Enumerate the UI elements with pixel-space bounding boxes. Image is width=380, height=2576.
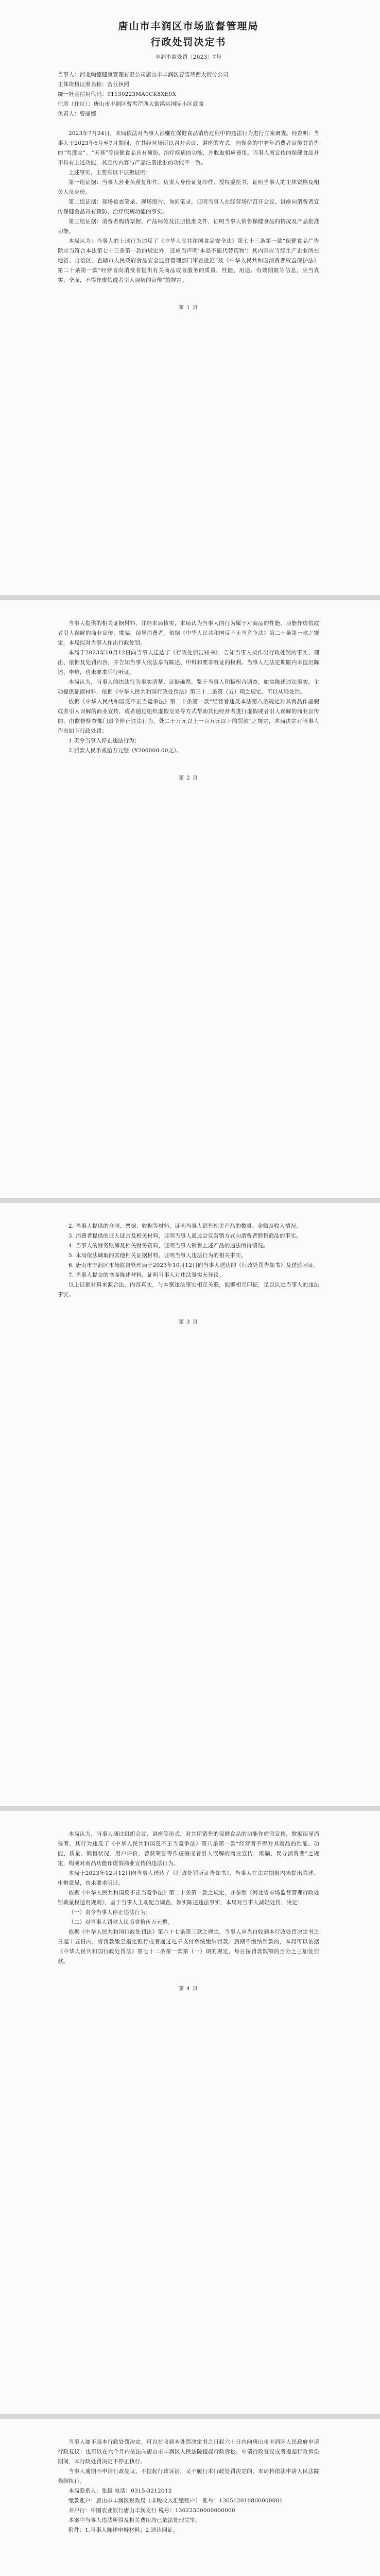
document-number: 丰润市监处罚〔2023〕7号 — [155, 55, 222, 60]
case-paragraph: 本局认为，当事人的违法行为事实清楚、证据确凿。鉴于当事人积极配合调查，如实陈述违法事实，主动提供证据材料，依据《中华人民共和国行政处罚法》第三十二条第（五）项之规定，可以从轻处罚。 — [58, 679, 319, 695]
penalty-item: （二）对当事人罚款人民币壹拾伍万元整。 — [68, 1919, 174, 1925]
document-page-1 — [0, 0, 380, 595]
case-paragraph: 1.责令当事人停止违法行为； — [68, 738, 140, 744]
case-paragraph: 2.罚款人民币贰拾万元整（¥200000.00元）。 — [68, 748, 182, 754]
penalty-item: （一）责令当事人停止违法行为； — [68, 1909, 151, 1916]
document-page-3 — [0, 1203, 380, 1806]
case-paragraph: 以上证据材料来源合法、内容真实，与本案违法事实相互关联，能够相互印证，足以认定当事人的违法事实。 — [58, 1282, 319, 1298]
case-paragraph: 第一组证据：当事人营业执照复印件、负责人身份证复印件、授权委托书，证明当事人的主体资格及相关人员身份。 — [58, 179, 319, 195]
case-paragraph: 当事人如不服本行政处罚决定，可以在收到本处罚决定书之日起六十日内向唐山市丰润区人民政府申请行政复议；也可以在六个月内依法向唐山市丰润区人民法院提起行政诉讼。申请行政复议或者提起行政诉讼期间，本行政处罚决定不停止执行。 — [58, 2439, 319, 2465]
evidence-item: 7. 当事人提交的书面陈述材料，证明当事人对违法事实无异议。 — [68, 1272, 224, 1278]
document-page-4 — [0, 1811, 380, 2414]
case-paragraph: 本局认为：当事人的上述行为违反了《中华人民共和国食品安全法》第七十三条第一款“保健食品广告除应当符合本法第七十三条第一款的规定外，还应当声明‘本品不能代替药物’；其内容应当经生产企业所在地省、自治区、直辖市人民政府食品安全监督管理部门审查批准”及《中华人民共和国消费者权益保护法》第二十条第一款“经营者向消费者提供有关商品或者服务的质量、性能、用途、有效期限等信息，应当真实、全面，不得作虚假或者引人误解的宣传”的规定。 — [58, 238, 319, 283]
agency-name: 唐山市丰润区市场监督管理局 — [118, 21, 259, 32]
party-license-type: 主体资格证照名称：营业执照 — [58, 81, 130, 88]
page-number: 第 2 页 — [179, 775, 198, 781]
case-paragraph: 第三组证据：消费者购货票据、产品标签及注册批准文件，证明当事人销售保健食品的情况及产品批准功能。 — [58, 218, 319, 234]
case-paragraph: 当事人提供的相关证据材料，并经本局核实，本局认为当事人的行为属于对商品的性能、功能作虚假或者引人误解的商业宣传，欺骗、误导消费者。依据《中华人民共和国反不正当竞争法》第二十条第一款之规定，本局拟对当事人作出行政处罚。 — [58, 620, 319, 646]
page-number: 第 3 页 — [179, 1319, 198, 1325]
contact-info: 本局联系人：张越 电话：0315-3212012 — [68, 2488, 172, 2494]
case-paragraph: 上述事实，主要有以下证据证明： — [68, 170, 151, 176]
evidence-item: 3. 消费者提供的证人证言及相关材料，证明当事人通过会议营销方式向消费者销售商品的事实。 — [68, 1233, 302, 1239]
party-credit-code: 统一社会信用代码：91130223MA0CK8XE0X — [58, 91, 177, 97]
case-paragraph: 本案中当事人违法所得及相关费用均已依法处理完毕。 — [68, 2517, 201, 2523]
document-page-2 — [0, 600, 380, 1198]
page-number: 第 4 页 — [179, 1986, 198, 1992]
evidence-item: 2. 当事人提供的合同、票据、收据等材料，证明当事人销售相关产品的数量、金额及收入情况。 — [68, 1223, 302, 1229]
page-number: 第 1 页 — [179, 305, 198, 311]
case-paragraph: 第二组证据：现场检查笔录、现场照片、询问笔录，证明当事人在经营场所召开会议、讲座向消费者宣传保健食品具有预防、治疗疾病功能的事实。 — [58, 199, 319, 215]
case-paragraph: 依据《中华人民共和国行政处罚法》第六十七条第三款之规定，当事人应当自收到本行政处罚决定书之日起十五日内，将罚款缴至指定银行或者通过电子支付系统缴纳罚款。到期不缴纳罚款的，本局可以依据《中华人民共和国行政处罚法》第七十二条第一款第（一）项的规定，每日按罚款数额的百分之三加处罚款。 — [58, 1929, 319, 1964]
case-paragraph: 依据《中华人民共和国反不正当竞争法》第二十条第一款之规定，并参照《河北省市场监督管理行政处罚裁量权适用规则》，鉴于当事人主动配合调查、如实陈述违法事实，本局对当事人减轻处罚，决定： — [58, 1890, 319, 1906]
party-address: 住所（住址）：唐山市丰润区曹雪芹西大街鸿运国际小区底商 — [58, 101, 204, 107]
document-page-5 — [0, 2419, 380, 2576]
evidence-item: 6. 唐山市丰润区市场监督管理局于2023年10月12日向当事人送达的《行政处罚告知书》及送达回证。 — [68, 1262, 319, 1268]
party-name: 当事人：河北翰德健康管理有限公司唐山市丰润区曹雪芹西大街分公司 — [58, 72, 229, 78]
case-paragraph: 本局认为，当事人通过组织会议、讲座等形式，对其所销售的保健食品的功能作虚假宣传，欺骗误导消费者，其行为违反了《中华人民共和国反不正当竞争法》第八条第一款“经营者不得对其商品的性能、功能、质量、销售状况、用户评价、曾获荣誉等作虚假或者引人误解的商业宣传，欺骗、误导消费者”之规定，构成对商品功能作虚假商业宣传的违法行为。 — [58, 1831, 319, 1867]
document-type-title: 行政处罚决定书 — [150, 37, 227, 48]
payment-account: 缴款账户：唐山市丰润区财政局（非税收入汇缴账户） 账号：130512010800000001 — [68, 2498, 283, 2504]
attachments: 附件：1.当事人陈述申辩材料；2.送达回证。 — [68, 2527, 179, 2533]
party-legal-rep: 负责人：曹丽娜 — [58, 111, 96, 117]
case-paragraph: 本局于2023年10月12日向当事人送达了《行政处罚告知书》，告知当事人拟作出行政处罚的事实、理由、依据及处罚内容，并告知当事人依法享有陈述、申辩和要求听证的权利。当事人在法定期限内未提出陈述、申辩，也未要求举行听证。 — [58, 650, 319, 675]
evidence-item: 5. 本局依法调取的其他相关证据材料，证明当事人违法行为的相关事实。 — [68, 1252, 247, 1259]
evidence-item: 4. 当事人的财务账簿及相关财务资料，证明当事人销售上述产品的违法所得情况。 — [68, 1243, 269, 1249]
case-paragraph: 依据《中华人民共和国反不正当竞争法》第二十条第一款“经营者违反本法第八条规定对其商品作虚假或者引人误解的商业宣传，或者通过组织虚假交易等方式帮助其他经营者进行虚假或者引人误解的商业宣传的，由监督检查部门责令停止违法行为，处二十万元以上一百万元以下的罚款”之规定，本局决定对当事人作出如下行政处罚： — [58, 699, 319, 734]
case-paragraph: 本局于2023年12月12日向当事人送达了《行政处罚听证告知书》，当事人在法定期限内未提出陈述、申辩意见，也未要求听证。 — [58, 1870, 319, 1886]
case-paragraph: 当事人逾期不申请行政复议、不提起行政诉讼，又不履行本行政处罚决定的，本局将依法申请人民法院强制执行。 — [58, 2468, 319, 2484]
case-paragraph: 2023年7月24日，本局依法对当事人涉嫌在保健食品销售过程中的违法行为进行立案调查。经查明：当事人于2023年6月至7月期间，在其经营场所以召开会议、讲座的方式，向参会的中老年消费者宣传其销售的“雪莲宝”、“天基”等保健食品具有预防、治疗疾病的功能，并收取相应费用。当事人所宣传的保健食品并不具有上述功能，其宣传内容与产品注册批准的功能不一致。 — [58, 130, 319, 166]
document-header — [58, 19, 319, 60]
payment-bank: 开户行：中国农业银行唐山丰润支行 税号：13022300000000000 — [68, 2507, 235, 2514]
